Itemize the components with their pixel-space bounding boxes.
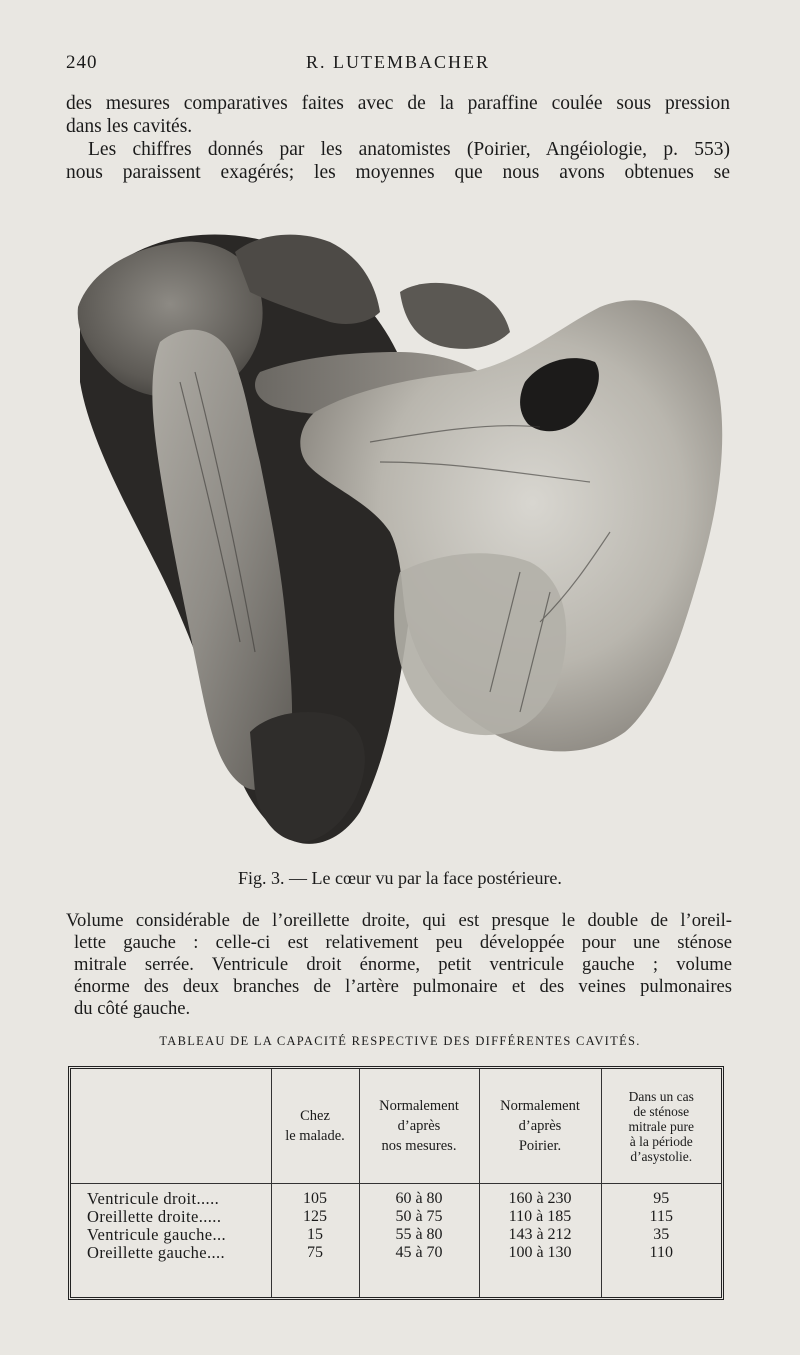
paragraph-1 — [66, 92, 730, 138]
table-row — [71, 1208, 721, 1226]
heart-specimen-image — [70, 212, 730, 852]
text-line: mitrale serrée. Ventricule droit énorme, petit ventricule gauche ; volume — [74, 954, 732, 975]
header-line: Normalement — [500, 1098, 580, 1114]
table-row — [71, 1190, 721, 1208]
header-nos-mesures — [359, 1069, 479, 1184]
header-line: le malade. — [285, 1128, 345, 1144]
header-line: Dans un cas — [628, 1088, 694, 1104]
cell-nos-mesures: 50 à 75 — [359, 1208, 479, 1226]
cell-nos-mesures: 45 à 70 — [359, 1244, 479, 1262]
header-line: à la période — [629, 1133, 693, 1149]
row-label: Oreillette gauche.... — [87, 1243, 226, 1262]
header-line: d’asystolie. — [630, 1148, 693, 1164]
cell-malade: 105 — [271, 1190, 359, 1208]
header-poirier — [479, 1069, 601, 1184]
row-label: Oreillette droite..... — [87, 1207, 222, 1226]
running-title: R. LUTEMBACHER — [305, 52, 490, 72]
cell-poirier: 160 à 230 — [479, 1190, 601, 1208]
cell-malade: 75 — [271, 1244, 359, 1262]
cell-poirier: 100 à 130 — [479, 1244, 601, 1262]
table-title: TABLEAU DE LA CAPACITÉ RESPECTIVE DES DIFFÉRENTES CAVITÉS. — [159, 1034, 641, 1048]
heart-figure — [70, 212, 730, 852]
text-line: énorme des deux branches de l’artère pulmonaire et des veines pulmonaires — [74, 976, 732, 997]
cell-stenose: 115 — [601, 1208, 721, 1226]
table-row — [71, 1226, 721, 1244]
text-line: nous paraissent exagérés; les moyennes que nous avons obtenues se — [66, 162, 730, 183]
table-bottom-space — [71, 1262, 721, 1297]
header-line: Chez — [300, 1108, 330, 1124]
capacity-table — [71, 1069, 721, 1297]
capacity-table-frame — [68, 1066, 724, 1300]
figure-caption: Fig. 3. — Le cœur vu par la face postérieure. — [238, 868, 562, 888]
header-line: Poirier. — [518, 1138, 562, 1154]
text-line: du côté gauche. — [74, 998, 191, 1019]
header-line: Normalement — [379, 1098, 459, 1114]
header-empty — [71, 1069, 271, 1184]
header-line: d’après — [518, 1118, 562, 1134]
text-line: Volume considérable de l’oreillette droite, qui est presque le double de l’oreil- — [66, 910, 732, 931]
page-number: 240 — [66, 52, 98, 73]
paragraph-3 — [66, 910, 732, 1020]
cell-stenose: 110 — [601, 1244, 721, 1262]
cell-nos-mesures: 60 à 80 — [359, 1190, 479, 1208]
header-line: mitrale pure — [628, 1118, 695, 1134]
text-line: des mesures comparatives faites avec de la paraffine coulée sous pression — [66, 93, 730, 114]
text-line: dans les cavités. — [66, 116, 193, 137]
header-chez-malade — [271, 1069, 359, 1184]
table-header-row — [71, 1069, 721, 1184]
cell-stenose: 95 — [601, 1190, 721, 1208]
page-header — [66, 52, 730, 78]
cell-stenose: 35 — [601, 1226, 721, 1244]
header-line: de sténose — [633, 1103, 690, 1119]
cell-nos-mesures: 55 à 80 — [359, 1226, 479, 1244]
text-line: Les chiffres donnés par les anatomistes (Poirier, Angéiologie, p. 553) — [88, 139, 730, 160]
cell-poirier: 110 à 185 — [479, 1208, 601, 1226]
paragraph-2 — [66, 138, 730, 184]
cell-malade: 125 — [271, 1208, 359, 1226]
header-stenose — [601, 1069, 721, 1184]
cell-malade: 15 — [271, 1226, 359, 1244]
table-row — [71, 1244, 721, 1262]
text-line: lette gauche : celle-ci est relativement peu développée pour une sténose — [74, 932, 732, 953]
header-line: nos mesures. — [381, 1138, 457, 1154]
header-line: d’après — [397, 1118, 441, 1134]
cell-poirier: 143 à 212 — [479, 1226, 601, 1244]
row-label: Ventricule gauche... — [87, 1225, 227, 1244]
row-label: Ventricule droit..... — [87, 1189, 220, 1208]
